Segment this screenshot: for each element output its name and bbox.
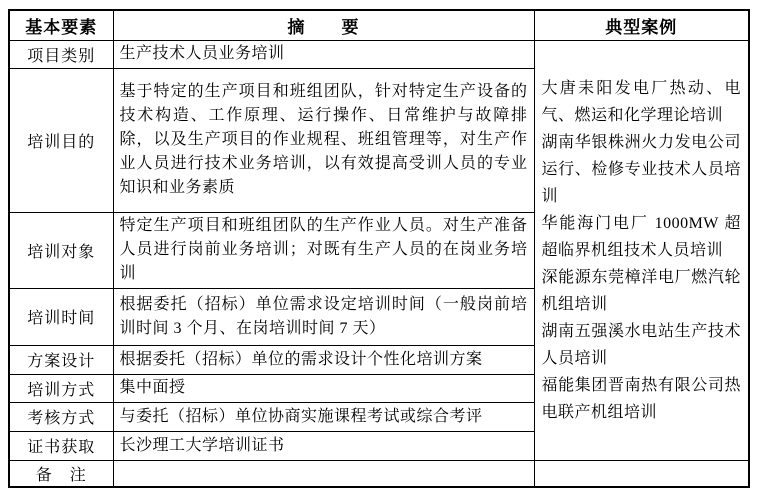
label-training-method: 培训方式 — [9, 374, 113, 402]
case-item: 湖南五强溪水电站生产技术人员培训 — [541, 322, 741, 367]
case-item: 深能源东莞樟洋电厂燃汽轮机组培训 — [541, 268, 741, 313]
label-project-category: 项目类别 — [9, 40, 113, 68]
summary-training-target: 特定生产项目和班组团队的生产作业人员。对生产准备人员进行岗前业务培训；对既有生产人员的在岗业务培训 — [113, 212, 534, 288]
summary-training-method: 集中面授 — [113, 374, 534, 402]
case-item: 湖南华银株洲火力发电公司运行、检修专业技术人员培训 — [541, 133, 741, 205]
case-item: 大唐耒阳发电厂热动、电气、燃运和化学理论培训 — [541, 79, 741, 124]
cases-remarks-empty-cell — [534, 460, 749, 487]
summary-assessment-method: 与委托（招标）单位协商实施课程考试或综合考评 — [113, 402, 534, 431]
summary-training-time: 根据委托（招标）单位需求设定培训时间（一般岗前培训时间 3 个月、在岗培训时间 7 天） — [113, 288, 534, 345]
summary-remarks — [113, 460, 534, 487]
header-typical-cases: 典型案例 — [534, 10, 749, 40]
case-item: 华能海门电厂 1000MW 超超临界机组技术人员培训 — [541, 214, 741, 259]
label-training-purpose: 培训目的 — [9, 68, 113, 212]
label-training-time: 培训时间 — [9, 288, 113, 345]
summary-certificate: 长沙理工大学培训证书 — [113, 431, 534, 460]
label-certificate: 证书获取 — [9, 431, 113, 460]
summary-plan-design: 根据委托（招标）单位的需求设计个性化培训方案 — [113, 345, 534, 374]
typical-cases-cell — [534, 40, 749, 460]
label-training-target: 培训对象 — [9, 212, 113, 288]
case-item: 福能集团晋南热有限公司热电联产机组培训 — [541, 376, 741, 421]
header-row — [9, 10, 749, 40]
summary-project-category: 生产技术人员业务培训 — [113, 40, 534, 68]
summary-training-purpose: 基于特定的生产项目和班组团队，针对特定生产设备的技术构造、工作原理、运行操作、日常维护与故障排除，以及生产项目的作业规程、班组管理等，对生产作业人员进行技术业务培训，以有效提高受训人员的专业知识和业务素质 — [113, 68, 534, 212]
training-program-table — [8, 9, 750, 488]
table-row — [9, 40, 749, 68]
header-summary: 摘 要 — [113, 10, 534, 40]
label-plan-design: 方案设计 — [9, 345, 113, 374]
table-row — [9, 460, 749, 487]
label-remarks: 备 注 — [9, 460, 113, 487]
header-basic-elements: 基本要素 — [9, 10, 113, 40]
label-assessment-method: 考核方式 — [9, 402, 113, 431]
